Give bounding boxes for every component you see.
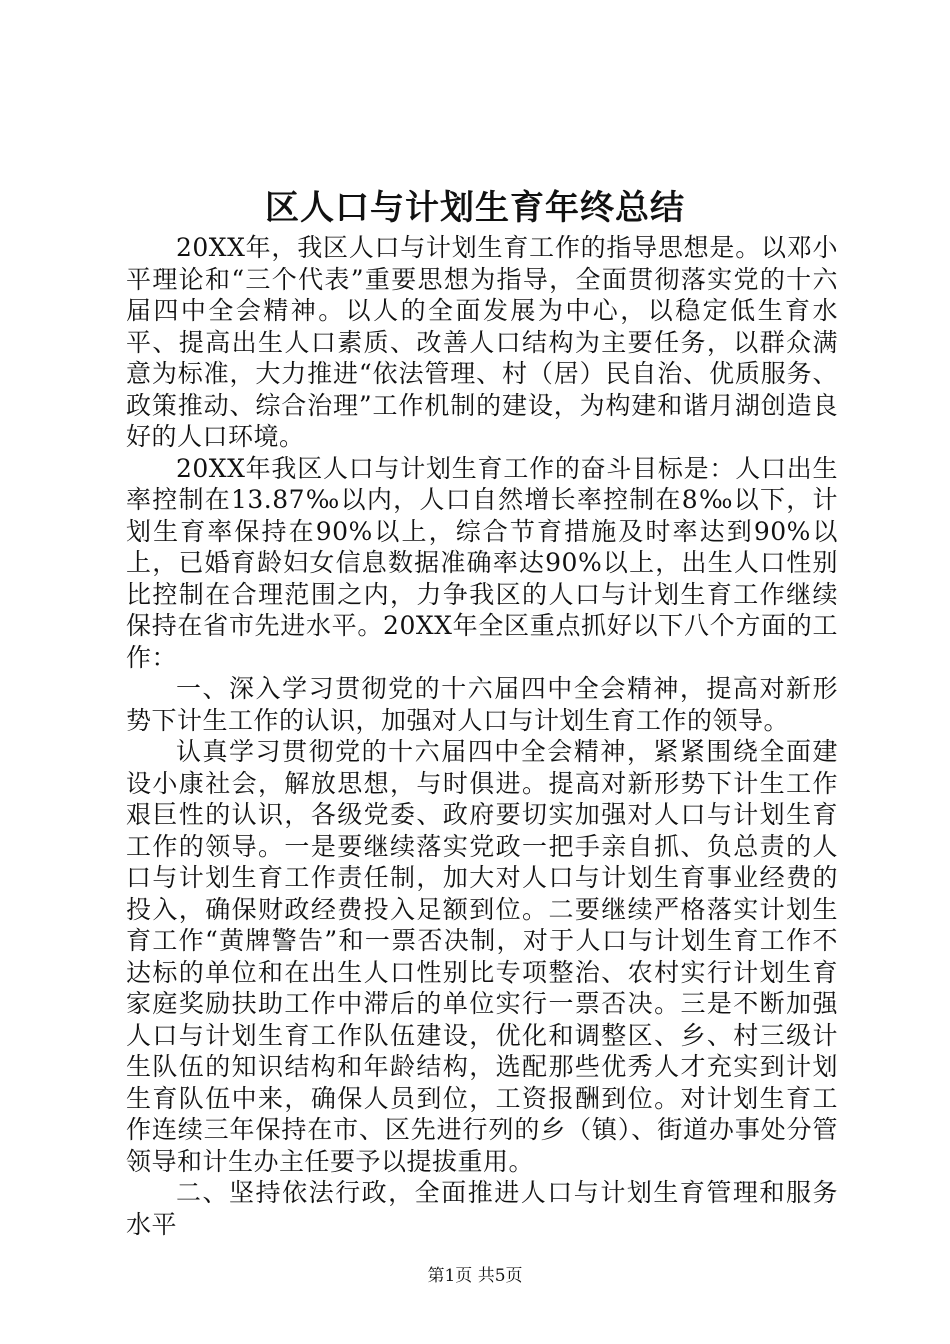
document-title: 区人口与计划生育年终总结: [265, 188, 685, 228]
paragraph: 20XX年，我区人口与计划生育工作的指导思想是。以邓小平理论和“三个代表”重要思想为指导，全面贯彻落实党的十六届四中全会精神。以人的全面发展为中心，以稳定低生育水平、提高出生人口素质、改善人口结构为主要任务，以群众满意为标准，大力推进“依法管理、村（居）民自治、优质服务、政策推动、综合治理”工作机制的建设，为构建和谐月湖创造良好的人口环境。: [126, 233, 838, 451]
paragraph: 认真学习贯彻党的十六届四中全会精神，紧紧围绕全面建设小康社会，解放思想，与时俱进。提高对新形势下计生工作艰巨性的认识，各级党委、政府要切实加强对人口与计划生育工作的领导。一是要继续落实党政一把手亲自抓、负总责的人口与计划生育工作责任制，加大对人口与计划生育事业经费的投入，确保财政经费投入足额到位。二要继续严格落实计划生育工作“黄牌警告”和一票否决制，对于人口与计划生育工作不达标的单位和在出生人口性别比专项整治、农村实行计划生育家庭奖励扶助工作中滞后的单位实行一票否决。三是不断加强人口与计划生育工作队伍建设，优化和调整区、乡、村三级计生队伍的知识结构和年龄结构，选配那些优秀人才充实到计划生育队伍中来，确保人员到位，工资报酬到位。对计划生育工作连续三年保持在市、区先进行列的乡（镇）、街道办事处分管领导和计生办主任要予以提拔重用。: [126, 737, 838, 1176]
document-body: [126, 232, 838, 1240]
paragraph: 20XX年我区人口与计划生育工作的奋斗目标是：人口出生率控制在13.87‰以内，人口自然增长率控制在8‰以下，计划生育率保持在90%以上，综合节育措施及时率达到90%以上，已婚育龄妇女信息数据准确率达90%以上，出生人口性别比控制在合理范围之内，力争我区的人口与计划生育工作继续保持在省市先进水平。20XX年全区重点抓好以下八个方面的工作：: [126, 453, 838, 672]
section-heading: 二、坚持依法行政，全面推进人口与计划生育管理和服务水平: [126, 1178, 838, 1239]
page-footer: 第1页 共5页: [427, 1266, 523, 1286]
section-heading: 一、深入学习贯彻党的十六届四中全会精神，提高对新形势下计生工作的认识，加强对人口与计划生育工作的领导。: [126, 674, 838, 735]
